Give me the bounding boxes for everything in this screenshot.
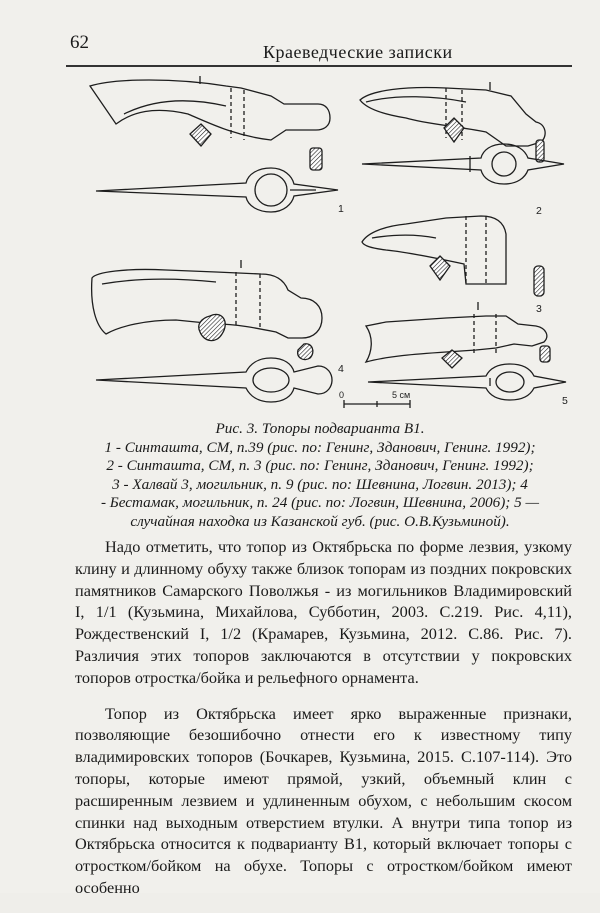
axe-1-butt-section: [310, 148, 322, 170]
figure-caption: [80, 420, 560, 532]
figure-label-3: 3: [536, 303, 542, 315]
axes-figure: [66, 66, 576, 418]
scale-bar: [344, 400, 410, 408]
caption-line: 2 - Синташта, СМ, п. 3 (рис. по: Генинг, Зданович, Генинг. 1992);: [106, 457, 534, 475]
axe-1-section: [190, 124, 211, 146]
figure-label-1: 1: [338, 203, 344, 215]
scale-end-label: 5 см: [392, 390, 411, 400]
axe-2-top-view: [362, 144, 564, 184]
axe-2-butt-section: [536, 140, 544, 162]
axe-4-butt-section: [298, 344, 313, 360]
axe-2-section: [444, 118, 464, 142]
running-title: Краеведческие записки: [263, 42, 453, 62]
figure-label-2: 2: [536, 205, 542, 217]
figure-label-4: 4: [338, 363, 344, 375]
axe-3-butt-section: [534, 266, 544, 296]
scale-start-label: 0: [339, 390, 345, 400]
paragraph: Топор из Октябрьска имеет ярко выраженные признаки, позволяющие безошибочно отнести его к известному типу владимировских топоров (Бочкарев, Кузьмина, 2015. С.107-114). Это топоры, которые имеют прямой, узкий, объемный клин с расширенным лезвием и удлиненным обухом, с небольшим скосом спинки над выходным отверстием втулки. А внутри типа топор из Октябрьска относится к подварианту В1, который включает топоры с отростком/бойком на обухе. Топоры с отростком/бойком имеют особенно: [75, 703, 572, 897]
axe-4-top-view: [96, 358, 332, 402]
caption-title: Рис. 3. Топоры подварианта В1.: [215, 420, 425, 437]
axe-1-top-view: [96, 168, 338, 212]
body-text: [75, 536, 572, 913]
page-number: 62: [70, 32, 89, 53]
caption-line: 1 - Синташта, СМ, п.39 (рис. по: Генинг, Зданович, Генинг. 1992);: [104, 438, 536, 456]
figure-label-5: 5: [562, 395, 568, 407]
axe-5-butt-section: [540, 346, 550, 362]
caption-line: - Бестамак, могильник, п. 24 (рис. по: Логвин, Шевнина, 2006); 5 —: [100, 494, 540, 512]
caption-line: случайная находка из Казанской губ. (рис. О.В.Кузьминой).: [130, 512, 510, 530]
axe-3-side-view: [362, 216, 506, 286]
paragraph: Надо отметить, что топор из Октябрьска по форме лезвия, узкому клину и длинному обуху также близок топорам из поздних покровских памятников Самарского Поволжья - из могильников Владимировский I, 1/1 (Кузьмина, Михайлова, Субботин, 2003. С.219. Рис. 4,11), Рождественский I, 1/2 (Крамарев, Кузьмина, 2012. С.86. Рис. 7). Различия этих топоров заключаются в отсутствии у покровских топоров отростка/бойка и рельефного орнамента.: [75, 537, 572, 687]
axe-3-section: [430, 256, 450, 280]
axe-4-section: [199, 314, 225, 340]
caption-line: 3 - Халвай 3, могильник, п. 9 (рис. по: Шевнина, Логвин. 2013); 4: [112, 475, 528, 493]
